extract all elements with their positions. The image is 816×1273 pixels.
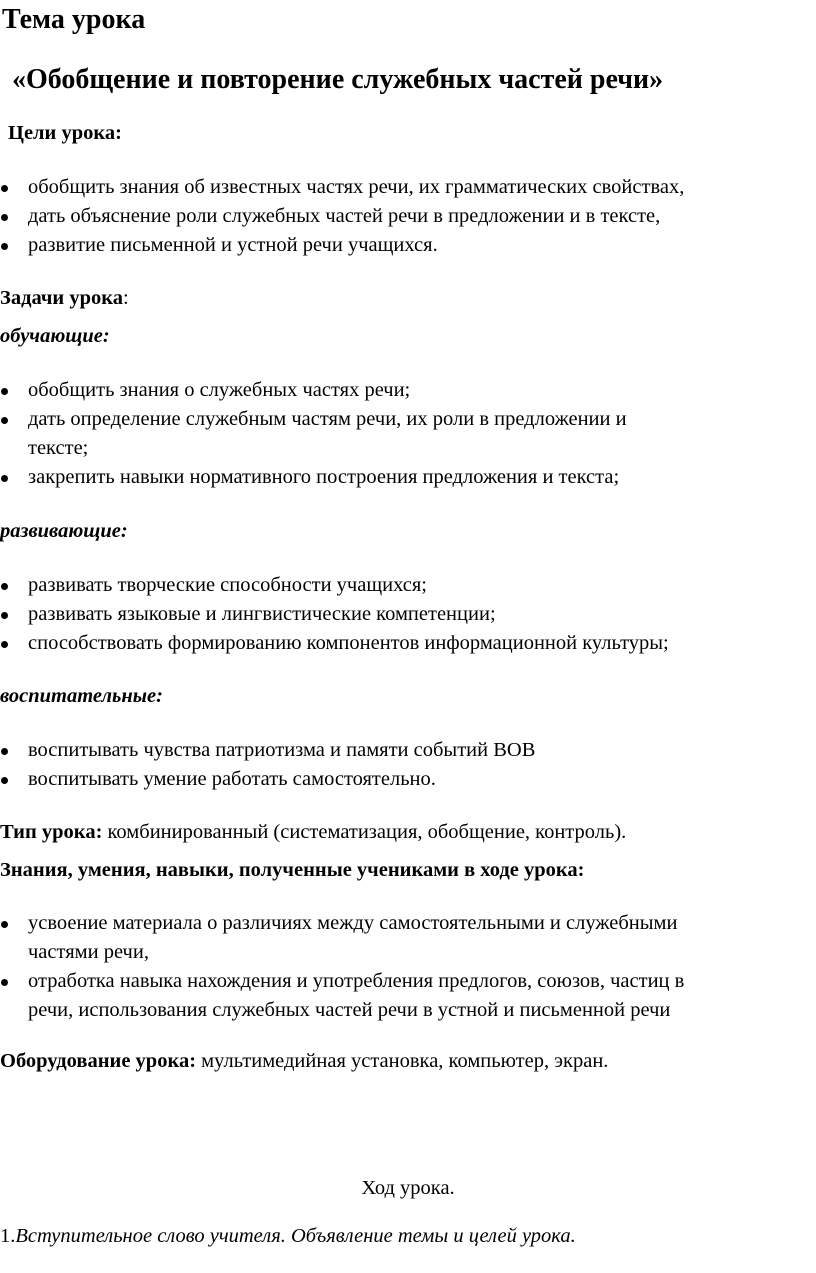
list-item: развивать языковые и лингвистические компетенции; — [0, 600, 669, 629]
skills-heading: Знания, умения, навыки, полученные учениками в ходе урока: — [0, 859, 585, 881]
goals-heading: Цели урока: — [8, 122, 122, 144]
list-item: обобщить знания о служебных частях речи; — [0, 376, 627, 405]
bullet-icon — [1, 475, 8, 482]
bullet-icon — [1, 748, 8, 755]
educational-label: воспитательные: — [0, 685, 163, 707]
list-item: развивать творческие способности учащихся; — [0, 571, 669, 600]
bullet-icon — [1, 979, 8, 986]
bullet-icon — [1, 583, 8, 590]
bullet-icon — [1, 417, 8, 424]
course-heading: Ход урока. — [361, 1177, 455, 1199]
developing-list — [0, 571, 669, 658]
bullet-icon — [1, 612, 8, 619]
skills-list — [0, 909, 684, 1025]
list-item: обобщить знания об известных частях речи, их грамматических свойствах, — [0, 173, 684, 202]
list-item: воспитывать чувства патриотизма и памяти событий ВОВ — [0, 736, 535, 765]
bullet-icon — [1, 388, 8, 395]
list-item: дать объяснение роли служебных частей речи в предложении и в тексте, — [0, 202, 684, 231]
lesson-topic: «Обобщение и повторение служебных частей речи» — [12, 64, 664, 95]
bullet-icon — [1, 185, 8, 192]
teaching-label: обучающие: — [0, 325, 110, 347]
teaching-list — [0, 376, 627, 492]
bullet-icon — [1, 641, 8, 648]
lesson-type: Тип урока: комбинированный (систематизация, обобщение, контроль). — [0, 821, 627, 843]
developing-label: развивающие: — [0, 520, 128, 542]
bullet-icon — [1, 243, 8, 250]
tasks-heading: Задачи урока: — [0, 287, 129, 309]
list-item: усвоение материала о различиях между самостоятельными и служебными частями речи, — [0, 909, 684, 967]
list-item: способствовать формированию компонентов информационной культуры; — [0, 629, 669, 658]
list-item: отработка навыка нахождения и употребления предлогов, союзов, частиц в речи, использования служебных частей речи в устной и письменной речи — [0, 967, 684, 1025]
step-1: 1.Вступительное слово учителя. Объявление темы и целей урока. — [0, 1225, 576, 1247]
goals-list — [0, 173, 684, 260]
bullet-icon — [1, 777, 8, 784]
list-item: закрепить навыки нормативного построения предложения и текста; — [0, 463, 627, 492]
list-item: воспитывать умение работать самостоятельно. — [0, 765, 535, 794]
bullet-icon — [1, 214, 8, 221]
list-item: развитие письменной и устной речи учащихся. — [0, 231, 684, 260]
educational-list — [0, 736, 535, 794]
bullet-icon — [1, 921, 8, 928]
equipment: Оборудование урока: мультимедийная установка, компьютер, экран. — [0, 1050, 609, 1072]
lesson-title: Тема урока — [2, 4, 146, 35]
list-item: дать определение служебным частям речи, их роли в предложении и тексте; — [0, 405, 627, 463]
